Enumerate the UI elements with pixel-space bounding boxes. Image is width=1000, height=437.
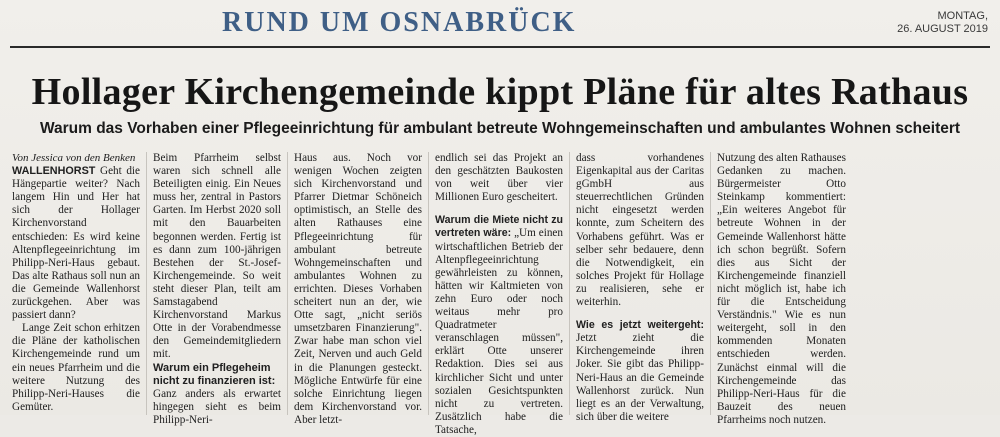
paragraph: endlich sei das Projekt an den geschätzten Baukosten von weit über vier Millionen Euro gescheitert. (435, 152, 563, 204)
issue-date (897, 10, 988, 36)
subheaded-paragraph (576, 319, 704, 424)
paragraph-text: „Um einen wirtschaftlichen Betrieb der Altenpflegeeinrichtung gewährleisten zu können, hätten wir Kaltmieten von zehn Euro oder noch weitaus mehr pro Quadratmeter veranschlagen müssen", erklärt Otte unserer Redaktion. Dies sei aus kirchlicher Sicht und unter sozialen Gesichtspunkten nicht zu vertreten. Zusätzlich habe die Tatsache, (435, 227, 563, 436)
paragraph: Lange Zeit schon erhitzen die Pläne der katholischen Kirchengemeinde rund um ein neues Pfarrheim und die weitere Nutzung des Philipp-Neri-Hauses die Gemüter. (12, 322, 140, 413)
paragraph: Nutzung des alten Rathauses Gedanken zu machen. Bürgermeister Otto Steinkamp kommentiert: „Ein weiteres Angebot für betreute Wohnen in der Gemeinde Wallenhorst hätte ich schon begrüßt. Sofern dies aus Sicht der Kirchengemeinde finanziell nicht möglich ist, habe ich für die Entscheidung Verständnis." Wie es nun weitergeht, soll in den kommenden Monaten entschieden werden. Zunächst einmal will die Kirchengemeinde das Philipp-Neri-Haus für die Bauzeit des neuen Pfarrheims noch nutzen. (717, 152, 846, 426)
article-column-4 (429, 152, 570, 436)
paragraph: dass vorhandenes Eigenkapital aus der Caritas gGmbH aus steuerrechtlichen Gründen nicht eingesetzt werden konnte, zum Scheitern des Vorhabens geführt. Was er selber sehr bedauere, denn die Notwendigkeit, ein solches Projekt für Hollage zu realisieren, sehe er weiterhin. (576, 152, 704, 309)
section-title: RUND UM OSNABRÜCK (222, 7, 577, 38)
subheaded-paragraph (435, 214, 563, 437)
issue-weekday: MONTAG, (937, 10, 988, 22)
article-column-1 (6, 152, 147, 415)
subheading: Warum die Miete nicht zu vertreten wäre: (435, 214, 563, 240)
subheading: Warum ein Pflegeheim nicht zu finanzieren ist: (153, 361, 276, 387)
paragraph-text: Jetzt zieht die Kirchengemeinde ihren Joker. Sie gibt das Philipp-Neri-Haus an die Gemeinde Wallenhorst zurück. Nun liegt es an der Verwaltung, sich über die weitere (576, 332, 704, 423)
dateline-place: WALLENHORST (12, 165, 96, 178)
article-column-3 (288, 152, 429, 426)
byline: Von Jessica von den Benken (12, 152, 136, 164)
article-body (6, 152, 994, 436)
article-subheadline: Warum das Vorhaben einer Pflegeeinrichtung für ambulant betreute Wohngemeinschaften und ambulantes Wohnen scheitert (39, 120, 961, 137)
issue-date-text: 26. AUGUST 2019 (897, 23, 988, 35)
section-header (0, 0, 1000, 46)
subheading: Wie es jetzt weitergeht: (576, 319, 704, 332)
article-column-2 (147, 152, 288, 426)
paragraph: Haus aus. Noch vor wenigen Wochen zeigten sich Kirchenvorstand und Pfarrer Dietmar Schöneich optimistisch, an Stelle des alten Rathauses eine Pflegeeinrichtung für ambulant betreute Wohngemeinschaften und ambulantes Wohnen zu errichten. Dieses Vorhaben scheitert nun an der, wie Otte sagt, „nicht seriös umsetzbaren Finanzierung". Zwar habe man schon viel Zeit, Nerven und auch Geld in die Planungen gesteckt. Mögliche Entwürfe für eine solche Einrichtung liegen dem Kirchenvorstand vor. Aber letzt- (294, 152, 422, 426)
article-headline: Hollager Kirchengemeinde kippt Pläne für altes Rathaus (31, 71, 969, 113)
article-column-5 (570, 152, 711, 423)
paragraph: Ganz anders als erwartet hingegen sieht es beim Philipp-Neri- (153, 387, 281, 426)
header-rule (10, 46, 990, 48)
lead-paragraph (12, 165, 140, 322)
paragraph: Beim Pfarrheim selbst waren sich schnell alle Beteiligten einig. Ein Neues muss her, zentral in Pastors Garten. Im Herbst 2020 soll mit den Bauarbeiten begonnen werden. Fertig ist es dann zum 100-jährigen Bestehen der St.-Josef-Kirchengemeinde. So weit steht dieser Plan, teilt am Samstagabend Kirchenvorstand Markus Otte in der Vorabendmesse den Gemeindemitgliedern mit. (153, 152, 281, 361)
lead-text: Geht die Hängepartie weiter? Nach langem Hin und Her hat sich der Hollager Kirchenvorstand entschieden: Es wird keine Altenpflegeeinrichtung im Philipp-Neri-Haus gebaut. Das alte Rathaus soll nun an die Gemeinde Wallenhorst zurückgehen. Aber was passiert dann? (12, 165, 141, 322)
article-column-6 (711, 152, 852, 426)
